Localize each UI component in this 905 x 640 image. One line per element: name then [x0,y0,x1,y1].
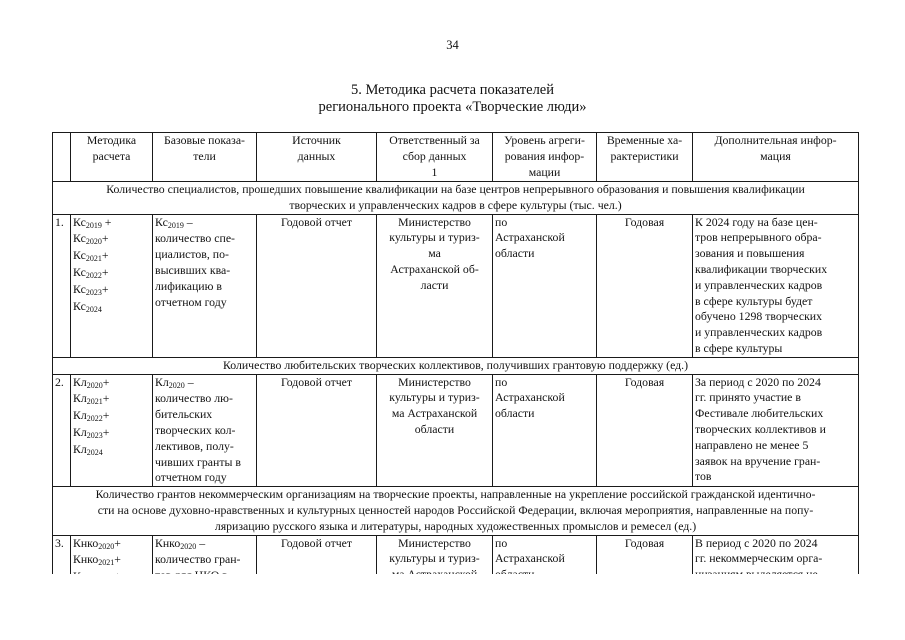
header-line: рактеристики [610,148,679,163]
base-term-year: 2019 [167,220,184,230]
formula-term [73,442,150,459]
additional-info-line: К 2024 году на базе цен- [695,214,818,229]
additional-info-line: тров непрерывного обра- [695,230,822,245]
header-line: мации [528,164,561,179]
base-term-year: 2020 [168,380,185,390]
formula-term-year: 2022 [85,270,102,280]
section-heading-line: Количество специалистов, прошедших повышение квалификации на базе центров непрерывного образования и повышения квалификации [106,182,805,196]
base-term-letters: Кнко [155,535,181,550]
base-indicator-cell [153,374,257,487]
level-line: Астраханской [495,551,565,566]
formula-term-operator: + [101,264,109,279]
title-line: регионального проекта «Творческие люди» [318,99,587,115]
base-term-letters: Кс [155,214,168,229]
responsible-cell [377,374,493,487]
formula-term-operator: + [102,408,110,423]
formula-term-letters: Кс [73,231,86,246]
header-cell [153,133,257,182]
header-cell [693,133,859,182]
level-line: области [495,246,535,261]
responsible-cell [377,214,493,357]
base-line: высивших ква- [155,262,231,277]
formula-term [73,299,150,316]
section-heading-line: ляризацию русского языка и литературы, народных художественных промыслов и ремесел (ед.) [214,518,697,533]
header-line: Дополнительная инфор- [714,133,837,147]
header-line: рования инфор- [504,148,585,163]
formula-term [73,282,150,299]
additional-info-line: направлено не менее 5 [695,437,809,452]
formula-term-letters: Кнко [73,535,99,550]
page-number: 34 [446,38,459,52]
header-line: Базовые показа- [163,133,245,147]
base-indicator-cell [153,214,257,357]
row-number: 2. [53,374,71,487]
additional-info-cell [693,374,859,487]
additional-info-line: тов [695,469,712,484]
time-characteristics-cell: Годовая [597,535,693,603]
formula-term-year: 2020 [85,237,102,247]
formula-term-operator: + [101,214,112,229]
formula-term-letters: Кл [73,391,87,406]
header-line: Ответственный за [389,133,480,147]
formula-term-operator: + [102,374,110,389]
formula-term [73,552,150,569]
formula-term-year: 2022 [86,414,103,424]
formula-term-operator: + [101,248,109,263]
formula-term-letters: Кл [73,374,87,389]
section-title [0,82,905,116]
section-heading-row [53,357,859,374]
base-line: количество лю- [155,391,233,406]
formula-term [73,375,150,392]
indicator-row [53,374,859,487]
formula-term [73,215,150,232]
base-term-year: 2020 [180,541,197,551]
base-line: чивших гранты в [155,454,241,469]
level-line: по [495,374,508,389]
formula-term-letters: Кл [73,441,87,456]
formula-term-year: 2023 [85,287,102,297]
base-line: лификацию в [155,278,222,293]
formula-term [73,408,150,425]
formula-term-operator: + [114,535,121,550]
header-line: 1 [431,164,438,179]
additional-info-line: творческих коллективов и [695,421,826,436]
formula-term-year: 2021 [98,558,115,568]
formula-term-letters: Кс [73,281,86,296]
additional-info-line: зования и повышения [695,246,805,261]
time-characteristics-cell: Годовая [597,214,693,357]
section-heading-line: сти на основе духовно-нравственных и культурных ценностей народов Российской Федерации, включая мероприятия, направленные на попу- [97,502,814,517]
additional-info-line: в сфере культуры [695,340,783,355]
title-line: 5. Методика расчета показателей [350,82,555,98]
formula-term-letters: Кл [73,424,87,439]
formula-term [73,391,150,408]
formula-term [73,248,150,265]
section-heading [53,487,859,535]
header-line: расчета [92,148,131,163]
row-number: 1. [53,214,71,357]
level-line: по [495,535,508,550]
formula-term-letters: Кс [73,248,86,263]
level-line: по [495,214,508,229]
header-line: данных [297,148,336,163]
section-heading [53,182,859,215]
header-cell-number [53,133,71,182]
formula-term-year: 2020 [98,541,115,551]
formula-term [73,536,150,553]
header-line: сбор данных [402,148,467,163]
header-line: Методика [86,133,137,147]
additional-info-line: и управленческих кадров [695,277,823,292]
data-source-cell: Годовой отчет [257,535,377,603]
section-heading-line: Количество грантов некоммерческим организациям на творческие проекты, направленные на укрепление российской гражданской идентично- [95,487,816,502]
additional-info-line: и управленческих кадров [695,325,823,340]
responsible-line: культуры и туриз- [389,230,480,245]
page-bottom-margin [0,574,905,640]
formula-term-letters: Кс [73,298,86,313]
responsible-line: ласти [420,277,449,292]
header-cell [597,133,693,182]
base-term [155,536,254,553]
additional-info-line: гг. принято участие в [695,390,801,405]
formula-term-operator: + [101,281,109,296]
base-term-letters: Кл [155,374,169,389]
base-line: количество спе- [155,231,235,246]
aggregation-level-cell [493,374,597,487]
table-header-row [53,133,859,182]
formula-term-letters: Кс [73,214,86,229]
formula-term-operator: + [114,552,121,567]
formula-term-letters: Кнко [73,552,99,567]
additional-info-line: гг. некоммерческим орга- [695,551,823,566]
formula-term-year: 2023 [86,430,103,440]
method-cell [71,214,153,357]
responsible-line: Министерство [398,214,471,229]
base-line: творческих кол- [155,422,236,437]
formula-term-letters: Кл [73,408,87,423]
additional-info-line: заявок на вручение гран- [695,453,821,468]
additional-info-line: Фестивале любительских [695,406,824,421]
formula-term-year: 2024 [86,447,103,457]
header-cell [493,133,597,182]
header-cell [71,133,153,182]
header-line: тели [193,148,216,163]
section-heading-line: Количество любительских творческих коллективов, получивших грантовую поддержку (ед.) [222,357,689,372]
header-line: мация [760,148,791,163]
formula-term-year: 2020 [86,380,103,390]
aggregation-level-cell [493,214,597,357]
responsible-line: ма Астраханской [391,406,478,421]
level-line: области [495,406,535,421]
section-heading-row [53,182,859,215]
base-line: бительских [155,407,213,422]
additional-info-line: квалификации творческих [695,261,828,276]
responsible-line: ма [428,246,441,261]
section-heading [53,357,859,374]
header-line: Источник [292,133,341,147]
level-line: Астраханской [495,390,565,405]
base-term-operator: – [196,535,206,550]
formula-term-year: 2019 [85,220,102,230]
responsible-line: Астраханской об- [390,261,479,276]
indicator-row [53,214,859,357]
formula-term-letters: Кс [73,264,86,279]
base-line: циалистов, по- [155,247,229,262]
additional-info-line: в сфере культуры будет [695,293,813,308]
header-line: Временные ха- [606,133,683,147]
level-line: Астраханской [495,230,565,245]
base-term [155,375,254,392]
formula-term-operator: + [102,424,110,439]
base-term-operator: – [184,374,194,389]
base-line: отчетном году [155,470,227,485]
additional-info-line: В период с 2020 по 2024 [695,535,818,550]
time-characteristics-cell: Годовая [597,374,693,487]
formula-term [73,231,150,248]
base-line: отчетном году [155,294,227,309]
header-cell [257,133,377,182]
formula-term-year: 2021 [85,254,102,264]
responsible-line: Министерство [398,535,471,550]
responsible-line: культуры и туриз- [389,390,480,405]
method-cell [71,374,153,487]
additional-info-cell [693,214,859,357]
base-line: количество гран- [155,552,241,567]
methodology-table [52,132,859,604]
responsible-line: культуры и туриз- [389,551,480,566]
base-line: лективов, полу- [155,438,234,453]
section-heading-row [53,487,859,535]
header-line: Уровень агреги- [504,133,585,147]
formula-term-operator: + [101,231,109,246]
base-term-operator: – [183,214,193,229]
data-source-cell: Годовой отчет [257,214,377,357]
header-cell [377,133,493,182]
responsible-line: области [414,421,455,436]
formula-term-year: 2024 [85,304,102,314]
formula-term [73,425,150,442]
additional-info-line: обучено 1298 творческих [695,309,823,324]
section-heading-line: творческих и управленческих кадров в сфере культуры (тыс. чел.) [289,197,622,212]
additional-info-line: За период с 2020 по 2024 [695,374,821,389]
row-number: 3. [53,535,71,603]
formula-term-year: 2021 [86,397,103,407]
base-term [155,215,254,232]
data-source-cell: Годовой отчет [257,374,377,487]
formula-term [73,265,150,282]
responsible-line: Министерство [398,374,471,389]
formula-term-operator: + [102,391,110,406]
